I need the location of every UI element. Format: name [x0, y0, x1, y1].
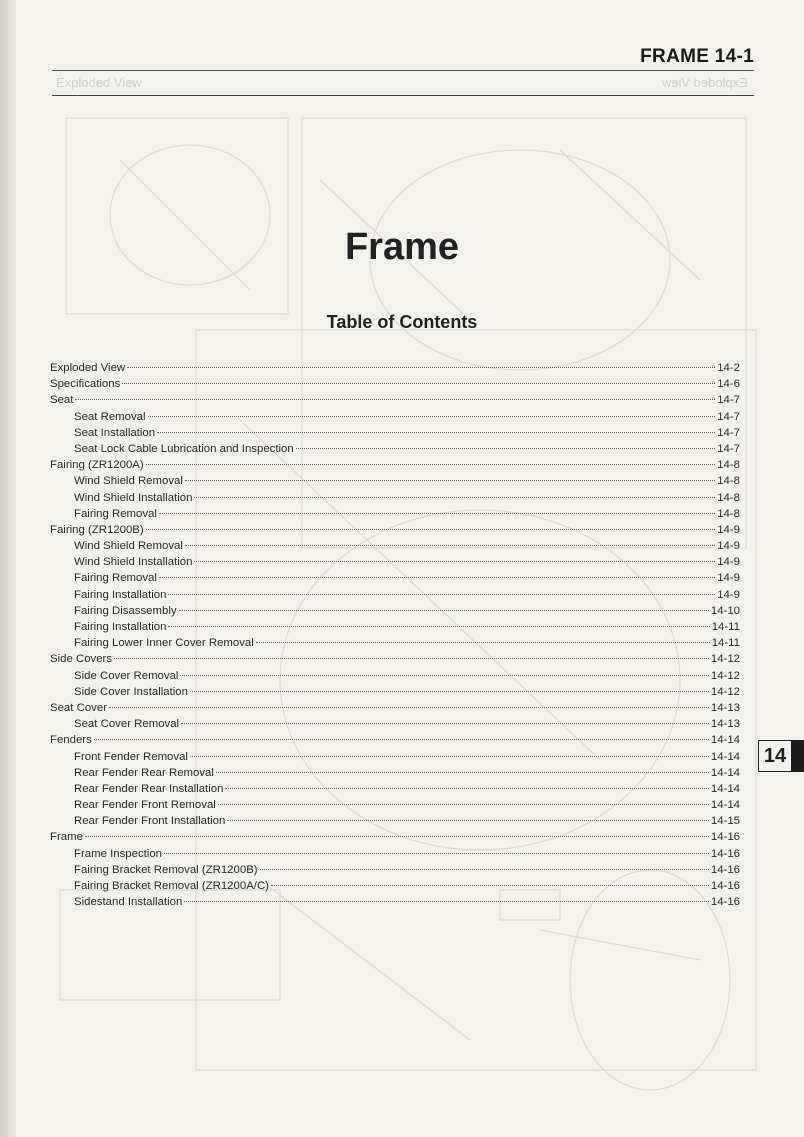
toc-leader-dots: [216, 772, 709, 773]
toc-entry-page: 14-7: [717, 394, 740, 407]
toc-entry-page: 14-12: [710, 685, 740, 698]
toc-leader-dots: [180, 675, 708, 676]
toc-entry-label: Frame: [50, 831, 83, 844]
toc-entry-page: 14-13: [710, 718, 740, 731]
toc-entry: [50, 829, 740, 845]
toc-entry-label: Fairing (ZR1200B): [50, 523, 144, 536]
toc-entry-page: 14-14: [710, 734, 740, 747]
toc-entry-page: 14-16: [710, 863, 740, 876]
toc-entry-label: Rear Fender Front Installation: [74, 815, 226, 828]
toc-leader-dots: [194, 497, 715, 498]
toc-leader-dots: [260, 869, 709, 870]
toc-leader-dots: [157, 432, 715, 433]
toc-entry: [50, 376, 740, 392]
toc-entry-page: 14-14: [710, 782, 740, 795]
toc-heading: Table of Contents: [326, 312, 478, 332]
header-rule: [52, 70, 754, 71]
toc-leader-dots: [271, 885, 709, 886]
toc-entry: [50, 749, 740, 765]
toc-entry: [50, 668, 740, 684]
toc-entry: [50, 862, 740, 878]
toc-entry-label: Wind Shield Installation: [74, 491, 193, 504]
toc-entry-page: 14-7: [717, 442, 740, 455]
toc-entry: [50, 700, 740, 716]
toc-leader-dots: [296, 448, 715, 449]
toc-entry: [50, 360, 740, 376]
toc-entry-label: Frame Inspection: [74, 847, 162, 860]
toc-leader-dots: [159, 513, 715, 514]
toc-entry: [50, 506, 740, 522]
toc-entry-label: Fairing Removal: [74, 572, 157, 585]
toc-leader-dots: [94, 739, 709, 740]
toc-entry-page: 14-9: [717, 572, 740, 585]
toc-entry-page: 14-14: [710, 799, 740, 812]
toc-entry-label: Fairing Lower Inner Cover Removal: [74, 637, 254, 650]
chapter-title: Frame: [344, 226, 460, 268]
toc-entry-label: Seat Lock Cable Lubrication and Inspection: [74, 442, 294, 455]
toc-entry: [50, 587, 740, 603]
toc-entry: [50, 570, 740, 586]
toc-leader-dots: [159, 577, 715, 578]
toc-entry-label: Seat Installation: [74, 426, 156, 439]
toc-entry-label: Fairing Disassembly: [74, 604, 177, 617]
toc-entry-label: Exploded View: [50, 362, 126, 374]
bleed-through-heading-left: Exploded View: [56, 75, 142, 90]
toc-entry-page: 14-8: [717, 459, 740, 472]
toc-entry-label: Seat Cover Removal: [74, 718, 180, 731]
toc-leader-dots: [168, 594, 715, 595]
toc-entry-page: 14-9: [717, 556, 740, 569]
toc-leader-dots: [185, 545, 715, 546]
toc-entry-label: Seat Removal: [74, 410, 146, 423]
toc-entry: [50, 603, 740, 619]
toc-leader-dots: [218, 804, 709, 805]
toc-entry-label: Specifications: [50, 378, 121, 391]
toc-leader-dots: [225, 788, 708, 789]
toc-entry-label: Fairing (ZR1200A): [50, 459, 144, 472]
toc-entry-page: 14-14: [710, 750, 740, 763]
toc-entry-page: 14-9: [717, 588, 740, 601]
page-header-title: FRAME 14-1: [640, 46, 754, 67]
toc-leader-dots: [190, 691, 709, 692]
toc-entry-label: Seat: [50, 394, 74, 407]
toc-entry: [50, 894, 740, 910]
toc-entry-page: 14-8: [717, 491, 740, 504]
toc-leader-dots: [109, 707, 709, 708]
toc-entry-label: Seat Cover: [50, 701, 107, 714]
toc-entry-label: Fairing Bracket Removal (ZR1200B): [74, 863, 258, 876]
toc-entry: [50, 635, 740, 651]
toc-entry-page: 14-13: [710, 701, 740, 714]
toc-entry-label: Side Cover Removal: [74, 669, 179, 682]
toc-entry-label: Rear Fender Front Removal: [74, 799, 216, 812]
toc-entry-page: 14-16: [710, 847, 740, 860]
toc-entry: [50, 716, 740, 732]
toc-entry: [50, 797, 740, 813]
toc-entry-page: 14-12: [710, 653, 740, 666]
toc-entry-page: 14-16: [710, 831, 740, 844]
toc-entry-page: 14-11: [711, 621, 740, 633]
toc-entry-page: 14-6: [717, 378, 740, 391]
toc-entry: [50, 684, 740, 700]
toc-entry: [50, 554, 740, 570]
toc-entry: [50, 765, 740, 781]
toc-entry-label: Side Cover Installation: [74, 685, 188, 698]
toc-leader-dots: [168, 626, 709, 627]
toc-leader-dots: [181, 723, 709, 724]
toc-leader-dots: [146, 529, 715, 530]
toc-entry: [50, 473, 740, 489]
toc-entry: [50, 732, 740, 748]
toc-leader-dots: [164, 853, 709, 854]
toc-entry-label: Fairing Installation: [74, 621, 167, 633]
toc-leader-dots: [122, 383, 715, 384]
bleed-through-heading-right: Exploded View: [662, 75, 748, 90]
toc-leader-dots: [148, 416, 716, 417]
toc-leader-dots: [190, 756, 709, 757]
toc-entry: [50, 651, 740, 667]
toc-entry-label: Rear Fender Rear Installation: [74, 782, 224, 795]
toc-entry: [50, 490, 740, 506]
toc-entry-page: 14-10: [710, 604, 740, 617]
toc-leader-dots: [114, 658, 709, 659]
toc-entry-page: 14-8: [717, 475, 740, 488]
toc-entry-page: 14-9: [717, 523, 740, 536]
toc-leader-dots: [146, 464, 715, 465]
toc-entry-label: Side Covers: [50, 653, 113, 666]
toc-leader-dots: [227, 820, 709, 821]
toc-entry-label: Rear Fender Rear Removal: [74, 766, 214, 779]
chapter-tab-marker: [791, 740, 804, 772]
toc-entry-label: Fairing Installation: [74, 588, 167, 601]
toc-entry-page: 14-16: [710, 896, 740, 909]
toc-leader-dots: [185, 480, 715, 481]
toc-leader-dots: [184, 901, 709, 902]
toc-entry: [50, 457, 740, 473]
toc-entry: [50, 878, 740, 894]
toc-entry-page: 14-2: [717, 362, 740, 374]
toc-entry-label: Wind Shield Installation: [74, 556, 193, 569]
toc-entry: [50, 425, 740, 441]
table-of-contents: [50, 360, 740, 910]
toc-entry: [50, 392, 740, 408]
toc-entry-label: Front Fender Removal: [74, 750, 188, 763]
toc-entry-page: 14-7: [717, 410, 740, 423]
toc-leader-dots: [256, 642, 710, 643]
toc-entry: [50, 522, 740, 538]
header-rule-lower: [52, 95, 754, 96]
toc-entry: [50, 781, 740, 797]
toc-entry-page: 14-8: [717, 507, 740, 520]
toc-entry-page: 14-14: [710, 766, 740, 779]
toc-entry-page: 14-7: [717, 426, 740, 439]
toc-leader-dots: [179, 610, 709, 611]
toc-entry-page: 14-16: [710, 880, 740, 892]
toc-leader-dots: [194, 561, 715, 562]
toc-entry-page: 14-15: [710, 815, 740, 828]
toc-entry: [50, 619, 740, 635]
toc-entry-page: 14-11: [711, 637, 740, 650]
chapter-tab: 14: [758, 740, 792, 772]
toc-leader-dots: [127, 367, 715, 368]
toc-entry-label: Wind Shield Removal: [74, 540, 183, 553]
toc-entry-label: Sidestand Installation: [74, 896, 183, 909]
toc-leader-dots: [85, 836, 709, 837]
toc-entry-label: Fairing Removal: [74, 507, 157, 520]
toc-entry: [50, 538, 740, 554]
toc-leader-dots: [75, 399, 715, 400]
toc-entry: [50, 813, 740, 829]
toc-entry-page: 14-12: [710, 669, 740, 682]
toc-entry-page: 14-9: [717, 540, 740, 553]
toc-entry-label: Fairing Bracket Removal (ZR1200A/C): [74, 880, 269, 892]
toc-entry: [50, 441, 740, 457]
toc-entry-label: Wind Shield Removal: [74, 475, 183, 488]
toc-entry: [50, 409, 740, 425]
toc-entry-label: Fenders: [50, 734, 92, 747]
toc-entry: [50, 846, 740, 862]
